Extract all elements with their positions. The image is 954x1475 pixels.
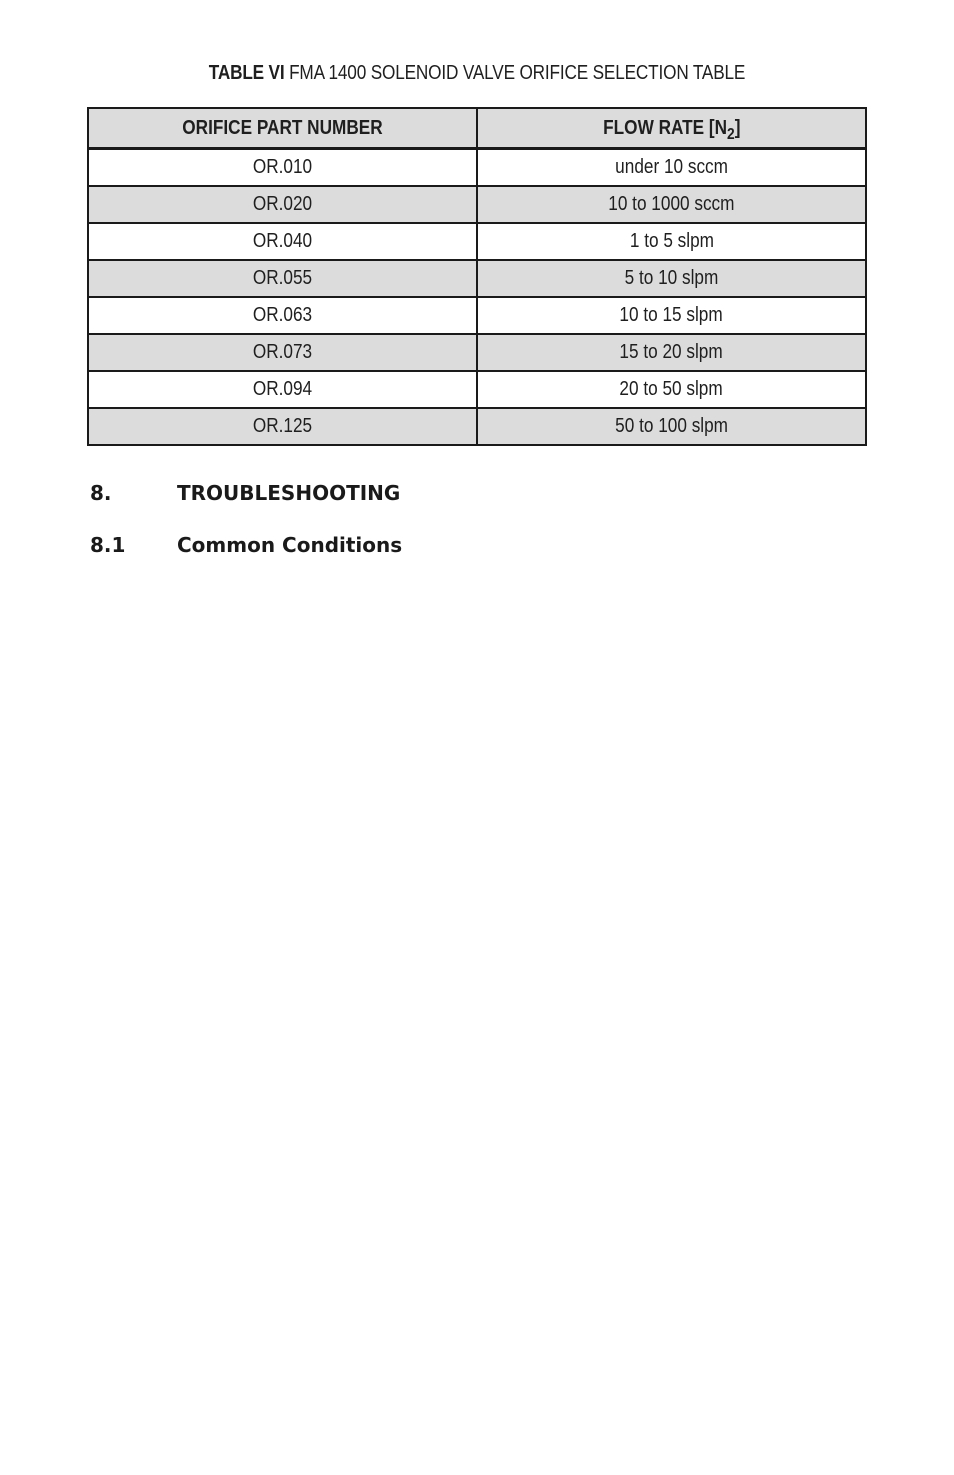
cell-flow-rate: 5 to 10 slpm bbox=[477, 260, 866, 297]
table-caption-text: FMA 1400 SOLENOID VALVE ORIFICE SELECTION TABLE bbox=[289, 62, 746, 84]
table-row bbox=[88, 186, 866, 223]
cell-part-number: OR.055 bbox=[88, 260, 477, 297]
table-caption-label: TABLE VI bbox=[208, 62, 285, 84]
cell-flow-rate: 10 to 1000 sccm bbox=[477, 186, 866, 223]
cell-part-number: OR.094 bbox=[88, 371, 477, 408]
table-row bbox=[88, 371, 866, 408]
cell-part-number: OR.010 bbox=[88, 149, 477, 187]
orifice-selection-table bbox=[87, 107, 867, 446]
section-title: TROUBLESHOOTING bbox=[177, 481, 401, 505]
cell-flow-rate: 20 to 50 slpm bbox=[477, 371, 866, 408]
cell-part-number: OR.040 bbox=[88, 223, 477, 260]
cell-flow-rate: under 10 sccm bbox=[477, 149, 866, 187]
cell-flow-rate: 50 to 100 slpm bbox=[477, 408, 866, 445]
cell-flow-rate: 10 to 15 slpm bbox=[477, 297, 866, 334]
header-orifice-part-number: ORIFICE PART NUMBER bbox=[88, 108, 477, 149]
header-flow-rate-subscript: 2 bbox=[726, 125, 735, 143]
section-heading-troubleshooting bbox=[90, 481, 400, 505]
table-row bbox=[88, 149, 866, 187]
header-flow-rate-main: FLOW RATE [N bbox=[602, 116, 727, 139]
section-number: 8. bbox=[90, 481, 112, 505]
table-row bbox=[88, 223, 866, 260]
cell-flow-rate: 15 to 20 slpm bbox=[477, 334, 866, 371]
cell-part-number: OR.073 bbox=[88, 334, 477, 371]
table-row bbox=[88, 297, 866, 334]
header-flow-rate bbox=[477, 108, 866, 149]
table-header-row bbox=[88, 108, 866, 149]
cell-part-number: OR.020 bbox=[88, 186, 477, 223]
table-row bbox=[88, 260, 866, 297]
table-caption bbox=[67, 62, 887, 85]
section-heading-common-conditions bbox=[90, 533, 402, 557]
section-number: 8.1 bbox=[90, 533, 126, 557]
cell-flow-rate: 1 to 5 slpm bbox=[477, 223, 866, 260]
cell-part-number: OR.063 bbox=[88, 297, 477, 334]
cell-part-number: OR.125 bbox=[88, 408, 477, 445]
table-row bbox=[88, 334, 866, 371]
table-row bbox=[88, 408, 866, 445]
section-title: Common Conditions bbox=[177, 533, 403, 557]
header-flow-rate-end: ] bbox=[734, 116, 741, 139]
